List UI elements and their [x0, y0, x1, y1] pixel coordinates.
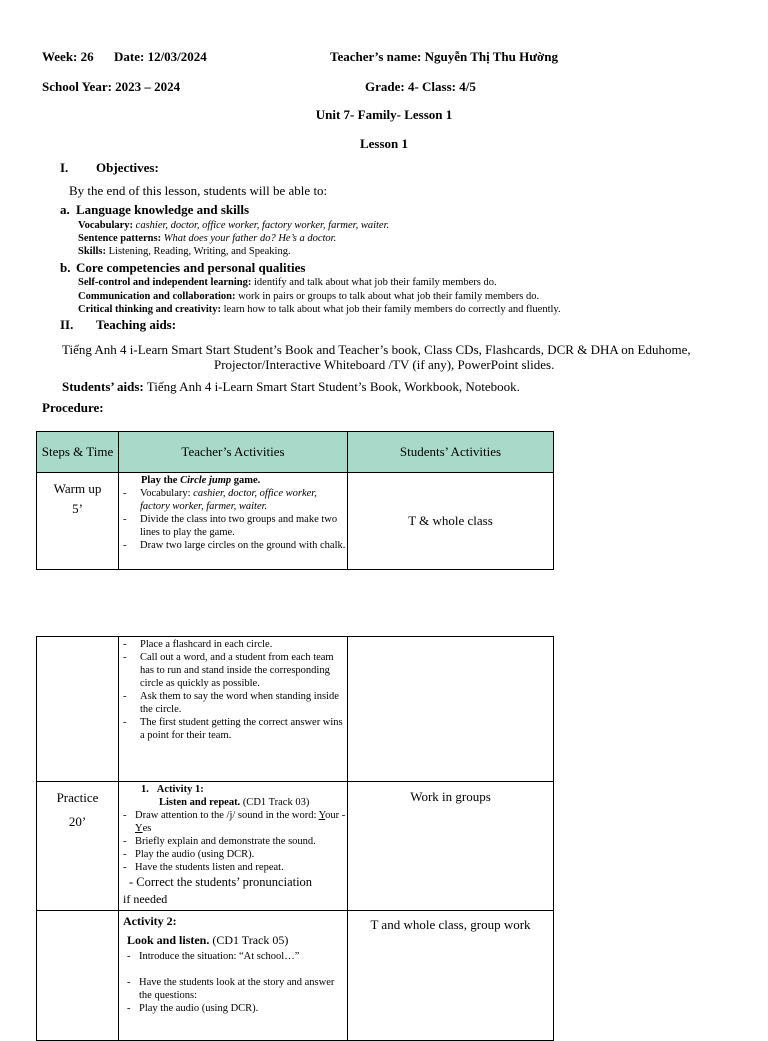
vocabulary-line: Vocabulary: cashier, doctor, office worker, factory worker, farmer, waiter. — [78, 220, 390, 231]
list-item: - Play the audio (using DCR). — [127, 1002, 347, 1015]
warmup-step-cell — [37, 473, 119, 570]
activity-1-title: 1. Activity 1: — [141, 784, 204, 795]
procedure-heading: Procedure: — [42, 400, 104, 415]
date-label: Date: 12/03/2024 — [114, 49, 207, 64]
teaching-aids-heading: II. Teaching aids: — [60, 317, 177, 332]
list-item: - Ask them to say the word when standing inside the circle. — [123, 690, 347, 716]
teaching-aids-line-2: Projector/Interactive Whiteboard /TV (if any), PowerPoint slides. — [214, 357, 555, 372]
list-item: - Briefly explain and demonstrate the sound. — [123, 835, 347, 848]
students-aids-line: Students’ aids: Tiếng Anh 4 i-Learn Smart Start Student’s Book, Workbook, Notebook. — [62, 379, 520, 394]
correct-pronunciation: - Correct the students’ pronunciation — [129, 875, 313, 890]
activity-1-subtitle: Listen and repeat. (CD1 Track 03) — [159, 797, 310, 808]
objectives-intro: By the end of this lesson, students will be able to: — [69, 183, 328, 198]
activity-2-title: Activity 2: — [123, 914, 177, 928]
communication-line: Communication and collaboration: work in pairs or groups to talk about what job their family members do. — [78, 291, 540, 302]
list-item: - Draw attention to the /j/ sound in the word: Your - Yes — [123, 809, 347, 835]
table-row — [37, 637, 554, 782]
header-students-activities: Students’ Activities — [348, 432, 554, 473]
warmup-game-title: Play the Circle jump game. — [141, 475, 261, 486]
activity-2-teacher-cell — [119, 911, 348, 1041]
teacher-name: Teacher’s name: Nguyễn Thị Thu Hường — [330, 49, 558, 64]
list-item: - Have the students listen and repeat. — [123, 861, 347, 874]
list-item: - Draw two large circles on the ground with chalk. — [123, 539, 347, 552]
procedure-table — [36, 431, 554, 570]
critical-thinking-line: Critical thinking and creativity: learn how to talk about what job their family members do correctly and fluently. — [78, 304, 561, 315]
list-item: - Divide the class into two groups and make two lines to play the game. — [123, 513, 347, 539]
unit-title: Unit 7- Family- Lesson 1 — [315, 107, 453, 122]
objective-a-heading: a. Language knowledge and skills — [60, 202, 250, 217]
list-item: - Introduce the situation: “At school…” — [127, 950, 347, 963]
lesson-title: Lesson 1 — [359, 136, 409, 151]
practice-teacher-cell — [119, 782, 348, 911]
activity-2-subtitle: Look and listen. (CD1 Track 05) — [127, 933, 289, 947]
list-item: - Call out a word, and a student from each team has to run and stand inside the corresponding circle as quickly as possible. — [123, 651, 347, 690]
activity-2-step-cell — [37, 911, 119, 1041]
procedure-table-continued — [36, 636, 554, 1041]
week-label: Week: 26 — [42, 49, 94, 64]
sentence-patterns-line: Sentence patterns: What does your father do? He’s a doctor. — [78, 233, 337, 244]
practice-step: Practice — [56, 790, 99, 805]
table-row — [37, 473, 554, 570]
warmup-teacher-cell — [119, 473, 348, 570]
continued-step-cell — [37, 637, 119, 782]
table-row — [37, 911, 554, 1041]
warmup-students-cell: T & whole class — [348, 473, 554, 570]
practice-students-cell: Work in groups — [348, 782, 554, 911]
self-control-line: Self-control and independent learning: identify and talk about what job their family members do. — [78, 277, 497, 288]
activity-2-students-cell: T and whole class, group work — [348, 911, 554, 1041]
list-item: - The first student getting the correct answer wins a point for their team. — [123, 716, 347, 742]
skills-line: Skills: Listening, Reading, Writing, and Speaking. — [78, 246, 291, 257]
objectives-heading: I. Objectives: — [60, 160, 159, 175]
table-header-row — [37, 432, 554, 473]
school-year: School Year: 2023 – 2024 — [42, 79, 181, 94]
header-teacher-activities: Teacher’s Activities — [119, 432, 348, 473]
header-steps-time: Steps & Time — [37, 432, 119, 473]
continued-students-cell — [348, 637, 554, 782]
teaching-aids-line-1: Tiếng Anh 4 i-Learn Smart Start Student’s Book and Teacher’s book, Class CDs, Flashcards, DCR & DHA on Eduhome, — [62, 342, 691, 357]
list-item: - Play the audio (using DCR). — [123, 848, 347, 861]
practice-time: 20’ — [68, 814, 87, 829]
table-row — [37, 782, 554, 911]
continued-teacher-cell — [119, 637, 348, 782]
objective-b-heading: b. Core competencies and personal qualities — [60, 260, 306, 275]
practice-step-cell — [37, 782, 119, 911]
list-item: - Have the students look at the story and answer the questions: — [127, 976, 347, 1002]
list-item: - Vocabulary: cashier, doctor, office worker, factory worker, farmer, waiter. — [123, 487, 347, 513]
grade-class: Grade: 4- Class: 4/5 — [365, 79, 476, 94]
warmup-time: 5’ — [72, 501, 83, 516]
if-needed: if needed — [123, 892, 168, 907]
list-item: - Place a flashcard in each circle. — [123, 638, 347, 651]
warmup-step: Warm up — [53, 481, 102, 496]
